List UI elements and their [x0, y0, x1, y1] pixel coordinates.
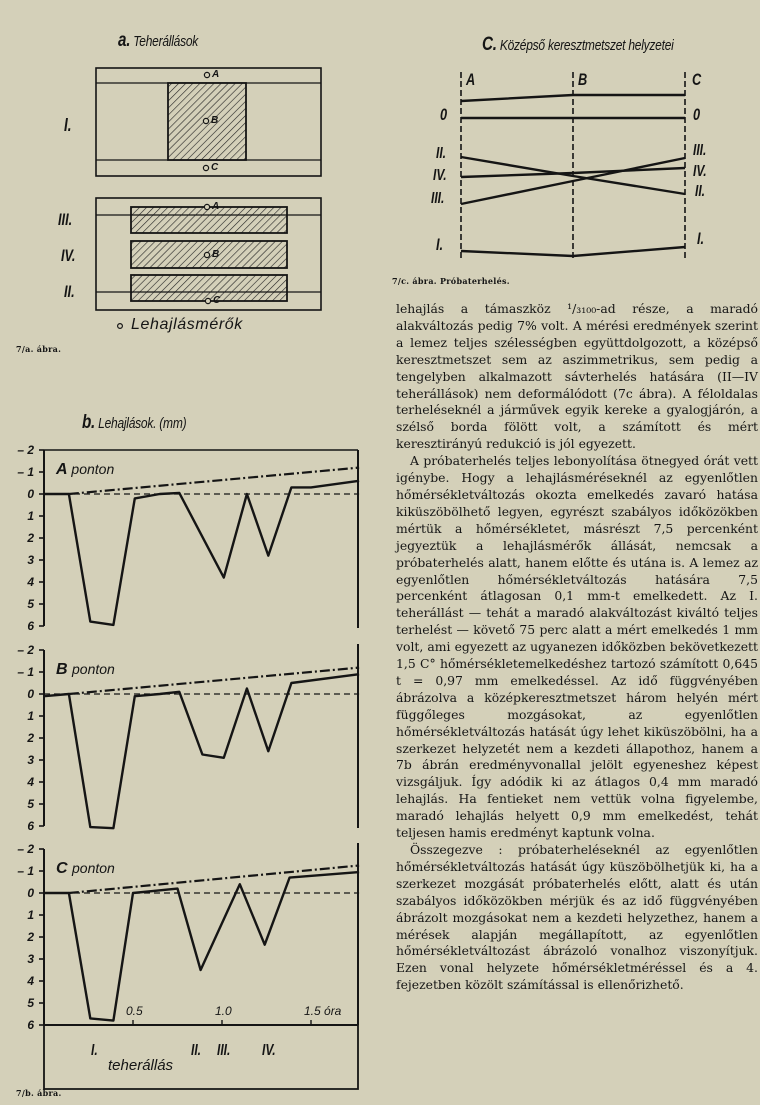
y-tick-label: 3 [27, 553, 34, 567]
figure-a-title-text: Teherállások [133, 33, 199, 50]
series-deflection [44, 872, 359, 1021]
y-tick-label: 0 [27, 487, 34, 501]
y-tick-label: 0 [27, 886, 34, 900]
y-tick-label: 3 [27, 952, 34, 966]
y-tick-label: – 1 [17, 864, 34, 878]
left-label-IV: IV. [433, 167, 447, 184]
load-marker-II: II. [191, 1042, 202, 1059]
left-label-I: I. [436, 235, 444, 254]
right-label-III: III. [693, 142, 707, 159]
figure-c-letter: C. [482, 34, 497, 55]
paragraph-3: Összegezve : próbaterheléseknél az egyenlőtlen hőmérsékletváltozás hatását úgy küszöbölhetjük ki, ha a szerkezet mozgását próbaterhelés előtt, alatt és után szabályos időközökben mérjük és az idő függvényében ábrázolt mozgásokat nem a kezdeti helyzethez, hanem a mérések alapján megállapított, az egyenlőtlen hőmérsékletváltozást ábrázoló vonalhoz viszonyítjuk. Ezen vonal helyzete hőmérsékletméréssel és a 4. fejezetben közölt számítással is ellenőrizhető. [396, 842, 758, 993]
y-tick-label: 4 [27, 974, 34, 988]
left-label-II: II. [436, 145, 447, 162]
y-tick-label: 1 [27, 509, 34, 523]
panel-label: A ponton [56, 461, 115, 478]
y-tick-label: – 1 [17, 665, 34, 679]
y-tick-label: 6 [27, 619, 34, 633]
y-tick-label: 5 [27, 597, 34, 611]
y-tick-label: 2 [27, 930, 34, 944]
x-axis-title: teherállás [108, 1057, 174, 1074]
figure-c-title-text: Középső keresztmetszet helyzetei [499, 37, 674, 54]
y-tick-label: 6 [27, 819, 34, 833]
figure-a-caption: 7/a. ábra. [16, 344, 62, 354]
load-marker-I: I. [91, 1042, 98, 1059]
figure-b-title-text: Lehajlások. (mm) [98, 415, 187, 432]
figure-c-diagram [420, 60, 720, 270]
y-tick-label: 0 [27, 687, 34, 701]
panel-label: C ponton [56, 860, 115, 877]
x-tick-label: 1.0 [215, 1004, 232, 1018]
y-tick-label: 6 [27, 1018, 34, 1032]
left-label-0: 0 [440, 105, 448, 124]
x-tick-label: 1.5 óra [304, 1004, 342, 1018]
gauge-label-b: B [211, 115, 219, 126]
gauge-label-c: C [211, 162, 219, 173]
gauge-label-a: A [212, 201, 220, 212]
section-label-b: B [578, 70, 588, 89]
x-tick-label: 0.5 [126, 1004, 143, 1018]
panel-label: B ponton [56, 661, 115, 678]
right-label-0: 0 [693, 105, 701, 124]
y-tick-label: 4 [27, 775, 34, 789]
y-tick-label: – 2 [17, 643, 34, 657]
gauge-label-b: B [212, 249, 220, 260]
y-tick-label: 5 [27, 996, 34, 1010]
y-tick-label: 5 [27, 797, 34, 811]
right-label-I: I. [697, 229, 705, 248]
load-marker-III: III. [217, 1042, 231, 1059]
series-deflection [44, 481, 359, 625]
section-label-a: A [466, 70, 476, 89]
load-marker-IV: IV. [262, 1042, 276, 1059]
right-label-IV: IV. [693, 163, 707, 180]
article-body [396, 301, 758, 994]
section-label-c: C [692, 70, 702, 89]
y-tick-label: 2 [27, 531, 34, 545]
load-label-III: III. [58, 210, 73, 229]
gauge-label-a: A [212, 69, 220, 80]
gauge-label-c: C [213, 295, 221, 306]
y-tick-label: 1 [27, 908, 34, 922]
figure-c-title [482, 34, 674, 56]
paragraph-2: A próbaterhelés teljes lebonyolítása ötnegyed órát vett igénybe. Hogy a lehajlásméréseknél az egyenlőtlen hőmérsékletváltozás okozta emelkedés zavaró hatása kiküszöbölhető legyen, egyrészt szabályos időközökben mértük a hőmérsékletet, másrészt 7,5 percenként jegyeztük a lehajlásmérők állását, nemcsak a próbaterhelés alatt, hanem előtte és utána is. A lemez az egyenlőtlen hőmérsékletváltozás hatására 7,5 percenként átlagosan 0,1 mm-t emelkedett. Az I. teherállást — tehát a maradó alakváltozást kiváltó teljes terhelést — követő 75 perc alatt a mért emelkedés 1 mm volt, ami egyezett az ugyanezen időközben bekövetkezett 1,5 C° hőmérsékletemelkedéshez tartozó számított 0,645 t = 0,97 mm emelkedéssel. Az idő függvényében ábrázolva a középkeresztmetszet három helyén mért függőleges mozgásokat, az egyenlőtlen hőmérsékletváltozás hatását úgy lehet kiküszöbölni, ha a szerkezet helyzetét nem a kezdeti állapothoz, hanem a 7b ábrán eredményvonallal jelölt egyeneshez képest vizsgáljuk. Így adódik ki az átlagos 0,4 mm maradó lehajlás. Ha fentieket nem vettük volna figyelembe, maradó lehajlás helyett 0,9 mm emelkedést, tehát teljesen hamis eredményt kaptunk volna. [396, 453, 758, 841]
y-tick-label: – 1 [17, 465, 34, 479]
y-tick-label: – 2 [17, 443, 34, 457]
load-label-II: II. [64, 282, 75, 301]
gauge-legend: Lehajlásmérők [131, 316, 243, 333]
paragraph-1: lehajlás a támaszköz ¹/₃₁₀₀-ad része, a maradó alakváltozás pedig 7% volt. A mérési eredmények szerint a lemez teljes szélességben együttdolgozott, a középső keresztmetszet sem az aszimmetrikus, sem pedig a tengelyben alkalmazott sávterhelés hatására (II—IV teherállások) nem deformálódott (7c ábra). A féloldalas terheléseknél a járművek egyik kereke a gyalogjárón, a szélső borda fölött volt, a számított és mért keresztirányú redukció is jól egyezett. [396, 301, 758, 452]
y-tick-label: 3 [27, 753, 34, 767]
left-label-III: III. [431, 190, 445, 207]
figure-a-letter: a. [118, 30, 131, 51]
y-tick-label: – 2 [17, 842, 34, 856]
right-label-II: II. [695, 183, 706, 200]
y-tick-label: 4 [27, 575, 34, 589]
y-tick-label: 2 [27, 731, 34, 745]
figure-c-caption: 7/c. ábra. Próbaterhelés. [392, 276, 510, 286]
y-tick-label: 1 [27, 709, 34, 723]
load-label-IV: IV. [61, 246, 76, 265]
series-deflection [44, 674, 359, 828]
load-label-I: I. [64, 115, 72, 135]
figure-b-caption: 7/b. ábra. [16, 1088, 62, 1098]
figure-b-letter: b. [82, 412, 96, 433]
